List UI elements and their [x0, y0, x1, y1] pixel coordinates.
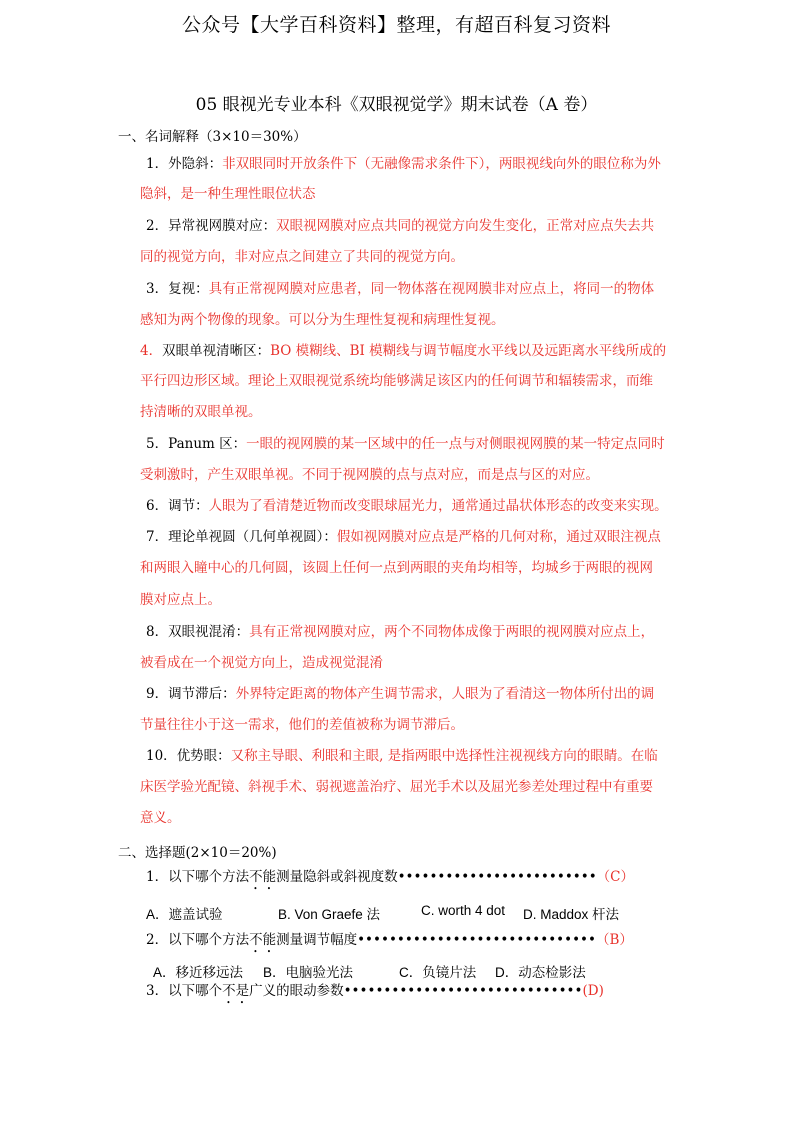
q2-option-d: D．动态检影法 [495, 965, 586, 980]
page-header: 公众号【大学百科资料】整理，有超百科复习资料 [181, 14, 611, 36]
def-text: 外界特定距离的物体产生调节需求，人眼为了看清这一物体所付出的调 [235, 686, 655, 702]
def-8-line-1 [146, 623, 654, 641]
q2-option-a: A．移近移远法 [153, 965, 244, 980]
def-num: 5． [146, 436, 169, 452]
def-text: 具有正常视网膜对应患者，同一物体落在视网膜非对应点上，将同一的物体 [208, 281, 655, 297]
def-term: 调节： [168, 498, 209, 514]
section1-heading: 一、名词解释（3×10＝30%） [118, 129, 307, 145]
def-term: Panum 区： [168, 436, 247, 452]
def-10-line-1 [146, 747, 658, 765]
def-10-line-2: 床医学验光配镜、斜视手术、弱视遮盖治疗、屈光手术以及屈光参差处理过程中有重要 [140, 779, 653, 795]
def-6-line-1 [146, 497, 668, 515]
question-emph: 不是 [222, 983, 250, 999]
def-num: 8． [146, 624, 169, 640]
def-3-line-2: 感知为两个物像的现象。可以分为生理性复视和病理性复视。 [140, 312, 505, 328]
question-answer: （B） [595, 932, 633, 948]
question-1 [146, 868, 634, 893]
q1-option-b: B. Von Graefe 法 [278, 907, 381, 922]
def-4-line-1 [140, 342, 666, 360]
q1-option-d: D. Maddox 杆法 [523, 907, 620, 922]
def-9-line-1 [146, 685, 654, 703]
def-text: BO 模糊线、BI 模糊线与调节幅度水平线以及远距离水平线所成的 [270, 343, 667, 359]
q1-option-a: A．遮盖试验 [146, 907, 223, 922]
def-3-line-1 [146, 280, 654, 298]
question-leader-dots: •••••••••••••••••••••••••••••• [357, 932, 596, 948]
def-text: 假如视网膜对应点是严格的几何对称，通过双眼注视点 [336, 529, 661, 545]
def-1-line-1 [146, 155, 661, 173]
question-answer: (D) [582, 983, 604, 999]
def-term: 复视： [168, 281, 209, 297]
def-num: 3． [146, 281, 169, 297]
question-emph: 不能 [249, 869, 277, 885]
question-3 [146, 982, 604, 1007]
def-9-line-2: 节量往往小于这一需求，他们的差值被称为调节滞后。 [140, 717, 464, 733]
def-7-line-3: 膜对应点上。 [140, 592, 221, 608]
def-num: 10． [146, 748, 177, 764]
def-text: 人眼为了看清楚近物而改变眼球屈光力，通常通过晶状体形态的改变来实现。 [208, 498, 668, 514]
def-10-line-3: 意义。 [140, 810, 181, 826]
def-7-line-1 [146, 528, 661, 546]
def-7-line-2: 和两眼入瞳中心的几何圆，该圆上任何一点到两眼的夹角均相等，均城乡于两眼的视网 [140, 560, 653, 576]
def-term: 异常视网膜对应： [168, 218, 277, 234]
def-term: 双眼视混淆： [168, 624, 250, 640]
question-pre: 1．以下哪个方法 [146, 869, 250, 885]
def-text: 双眼视网膜对应点共同的视觉方向发生变化，正常对应点失去共 [276, 218, 655, 234]
question-post: 测量调节幅度 [276, 932, 358, 948]
question-emph: 不能 [249, 932, 277, 948]
def-5-line-1 [146, 435, 665, 453]
exam-title: 05 眼视光专业本科《双眼视觉学》期末试卷（A 卷） [195, 95, 598, 115]
question-2 [146, 931, 633, 956]
def-num: 2． [146, 218, 169, 234]
question-pre: 3．以下哪个 [146, 983, 223, 999]
q2-option-b: B．电脑验光法 [263, 965, 354, 980]
def-5-line-2: 受刺激时，产生双眼单视。不同于视网膜的点与点对应，而是点与区的对应。 [140, 467, 599, 483]
question-post: 测量隐斜或斜视度数 [276, 869, 398, 885]
def-8-line-2: 被看成在一个视觉方向上，造成视觉混淆 [140, 655, 383, 671]
def-2-line-1 [146, 217, 654, 235]
def-text: 非双眼同时开放条件下（无融像需求条件下），两眼视线向外的眼位称为外 [222, 156, 661, 172]
question-answer: （C） [596, 869, 635, 885]
def-4-line-3: 持清晰的双眼单视。 [140, 404, 262, 420]
def-term: 外隐斜： [168, 156, 223, 172]
def-4-line-2: 平行四边形区域。理论上双眼视觉系统均能够满足该区内的任何调节和辐辏需求，而维 [140, 373, 653, 389]
def-term: 调节滞后： [168, 686, 236, 702]
def-num: 4． [140, 343, 163, 359]
question-pre: 2．以下哪个方法 [146, 932, 250, 948]
def-num: 9． [146, 686, 169, 702]
def-text: 具有正常视网膜对应，两个不同物体成像于两眼的视网膜对应点上， [249, 624, 655, 640]
q2-option-c: C．负镜片法 [399, 965, 477, 980]
question-leader-dots: •••••••••••••••••••••••••••••• [343, 983, 583, 999]
q1-option-c: C. worth 4 dot [421, 903, 506, 918]
def-2-line-2: 同的视觉方向，非对应点之间建立了共同的视觉方向。 [140, 249, 464, 265]
def-num: 7． [146, 529, 169, 545]
def-term: 双眼单视清晰区： [162, 343, 271, 359]
question-post: 广义的眼动参数 [249, 983, 344, 999]
def-num: 6． [146, 498, 169, 514]
def-1-line-2: 隐斜，是一种生理性眼位状态 [140, 186, 316, 202]
def-term: 理论单视圆（几何单视圆）： [168, 529, 337, 545]
def-text: 一眼的视网膜的某一区域中的任一点与对侧眼视网膜的某一特定点同时 [246, 436, 665, 452]
question-leader-dots: ••••••••••••••••••••••••• [397, 869, 597, 885]
def-num: 1． [146, 156, 169, 172]
def-term: 优势眼： [176, 748, 231, 764]
section2-heading: 二、选择题(2×10＝20%) [118, 845, 277, 861]
def-text: 又称主导眼、利眼和主眼, 是指两眼中选择性注视视线方向的眼睛。在临 [230, 748, 658, 764]
